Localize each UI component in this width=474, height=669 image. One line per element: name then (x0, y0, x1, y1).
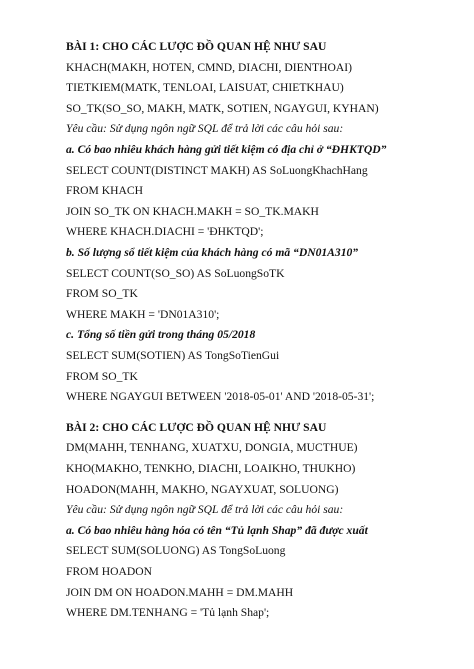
sql-line: FROM KHACH (66, 184, 143, 198)
question-2a: a. Có bao nhiêu hàng hóa có tên “Tủ lạnh Shap” đã được xuất (66, 523, 368, 537)
schema-tietkiem: TIETKIEM(MATK, TENLOAI, LAISUAT, CHIETKHAU) (66, 81, 344, 95)
schema-dm: DM(MAHH, TENHANG, XUATXU, DONGIA, MUCTHUE) (66, 441, 358, 455)
sql-line: SELECT SUM(SOLUONG) AS TongSoLuong (66, 544, 286, 558)
schema-khach: KHACH(MAKH, HOTEN, CMND, DIACHI, DIENTHOAI) (66, 60, 352, 74)
sql-line: FROM HOADON (66, 565, 152, 578)
section-1-requirement: Yêu cầu: Sử dụng ngôn ngữ SQL để trả lời các câu hỏi sau: (66, 122, 344, 136)
schema-so-tk: SO_TK(SO_SO, MAKH, MATK, SOTIEN, NGAYGUI, KYHAN) (66, 101, 379, 115)
sql-line: JOIN DM ON HOADON.MAHH = DM.MAHH (66, 585, 294, 599)
sql-line: JOIN SO_TK ON KHACH.MAKH = SO_TK.MAKH (66, 204, 319, 218)
sql-line: SELECT COUNT(SO_SO) AS SoLuongSoTK (66, 266, 285, 280)
question-1c: c. Tổng số tiền gửi trong tháng 05/2018 (66, 328, 256, 342)
sql-line: SELECT COUNT(DISTINCT MAKH) AS SoLuongKhachHang (66, 163, 368, 177)
schema-kho: KHO(MAKHO, TENKHO, DIACHI, LOAIKHO, THUKHO) (66, 462, 356, 475)
sql-line: FROM SO_TK (66, 369, 138, 383)
section-2-requirement: Yêu cầu: Sử dụng ngôn ngữ SQL để trả lời các câu hỏi sau: (66, 503, 344, 517)
sql-line: WHERE KHACH.DIACHI = 'ĐHKTQD'; (66, 225, 264, 239)
section-2-heading: BÀI 2: CHO CÁC LƯỢC ĐỒ QUAN HỆ NHƯ SAU (66, 420, 327, 434)
schema-hoadon: HOADON(MAHH, MAKHO, NGAYXUAT, SOLUONG) (66, 482, 339, 496)
sql-line: FROM SO_TK (66, 287, 138, 301)
sql-line: WHERE DM.TENHANG = 'Tủ lạnh Shap'; (66, 606, 270, 620)
question-1b: b. Số lượng sổ tiết kiệm của khách hàng có mã “DN01A310” (66, 246, 359, 259)
sql-line: WHERE MAKH = 'DN01A310'; (66, 307, 220, 321)
section-1-heading: BÀI 1: CHO CÁC LƯỢC ĐỒ QUAN HỆ NHƯ SAU (66, 40, 327, 53)
sql-line: SELECT SUM(SOTIEN) AS TongSoTienGui (66, 349, 280, 362)
sql-line: WHERE NGAYGUI BETWEEN '2018-05-01' AND '2018-05-31'; (66, 390, 375, 404)
question-1a: a. Có bao nhiêu khách hàng gửi tiết kiệm có địa chỉ ở “ĐHKTQD” (66, 143, 387, 156)
